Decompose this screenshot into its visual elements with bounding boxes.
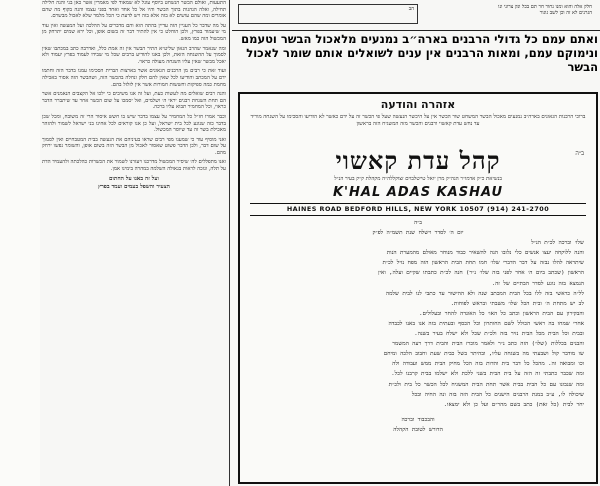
letter-line: הנמצא בזה נוגע לסדר הבתיים של זה. xyxy=(491,280,584,287)
letter-line: שו מודבר קול ושבעתי מה בשגחה עליו, ובהיתר בשל כבית שעת וחבוב הלכה ומיחם xyxy=(383,351,584,358)
top-strip xyxy=(232,0,600,31)
headline: ואתם עמם כל גדולי הרבנים בארה״ב נמנעים מלאכול הבשר וטעמם ונימוקם עמם, ומאות הרבנים אין ענים לשואלים אותם שומר לאכול הבשר xyxy=(241,32,598,74)
top-box xyxy=(238,4,418,24)
letter-body xyxy=(252,218,584,435)
letter-line: ובבית וכל הבית מכל הבית נזיר בזה ולכ״ת שכל ולא ישלח בעיר בשנה. xyxy=(414,331,584,338)
notice-title: אזהרה והודעה xyxy=(380,98,456,111)
letter-line: לל״ה כראשי בזה ללו בכל הבית המכתב שנה ולא ההישור עד כתבי לנו לבית שלמה xyxy=(385,290,584,297)
letter-line: והבקירון עם הבית הראשון וכתב כל האו׳ כל האונדה להחר ובעלולים. xyxy=(419,310,584,317)
article-paragraph: ואנו מתפללים לה׳ שיסיר המכשול מדרכנו ויעזרנו לשמור את הכשרות כהלכתה ולהעמיד הדת על תלה, ונזכה לראות בגאולה השלמה במהרה בימינו אמן. xyxy=(42,159,226,173)
letter-line: יום ה׳ לסדר וישלח שנת תשמ״ה לפ״ק xyxy=(372,230,464,237)
letter-closing: והבכבוד וברכה xyxy=(401,416,435,423)
article-paragraph: על מה שדבר כל העניין הזה עדיין בהתה הוא והם מדברים על ההלכה ועל המעשה ואין עוד מי שיעמוד בפרץ, ולכן הוחלט כי אין להתיר דבר זה בשום אופן, וכל ירא שמים יתרחק מן המכשול הזה כמו מאש. xyxy=(42,22,226,42)
letter-signature: הדורש לטובת הקהלה xyxy=(393,426,443,433)
letter-line: הראשון (שכתב ביום ה׳ אחר לפני בזה שלו׳ נ״ר) חנה לכ״ת כתבתו שקיים ועלה, ואין xyxy=(378,270,584,277)
kahal-subtitle: בנשיאת כ״ק אדמו״ר הגה״ק מרן יואל טייטלבוים זצוקללה״ה מקהלת ק״ק בעיר הנ״ל xyxy=(334,176,502,182)
letter-line: שיתראה להלו נבזה על דבר הדברי שלו׳ חמו תחת הבית הראשון הזה מפח נזיל לכ״ת xyxy=(382,260,584,267)
article-signature-sub: הצעיר והשפל בעמים ועמד בפרץ xyxy=(98,184,170,191)
article-paragraph: והנה רבים שואלים מה לעשות כעת, ועל זה אנו משיבים כי ילכו אל הקצבים הנאמנים אשר הם תחת השגחת רבנים יראי ה׳ ושלמים, ואל יסמכו על שום הכשר אחר עד שיתברר הדבר כראוי, וכל המחמיר תבוא עליו ברכה. xyxy=(42,91,226,111)
column-divider xyxy=(229,0,230,486)
article-paragraph: ועוד זאת כי רבים מן הרבנים הגאונים אשר בארצות הברית הסכימו עמנו בדבר הזה וחתמו ידם על המכתב והודיעו לכל שאין להם חלק ונחלה בהכשר הזה, ושהבשר הזה אסור באכילה מחמת כמה ספיקות וחששות חמורות אשר אין לזלזל בהם. xyxy=(42,68,226,88)
letter-line: יחר לבית (כל זאת) כתב בשם מהר״ם ועל כן ולא ימצאו. xyxy=(443,401,584,408)
article-paragraph: התעעות, ואולם הבשר הנשחט ביוסף עונל לא שמאוד לפי מאמרין אשר כאן בני והנה חלילה תחילה, ואלה הנהגות בתוך הבשר והיו אל כל אחד ואחד בפני עצמו והנה בקוף מה שהם אומרים ומה שהם עושים לא בזה אלא בזה ויש לדעת כי הכל מלמד שלא לאכול מבשרם. xyxy=(42,0,226,20)
letter-line: והבנים בכללות (שלו׳) הזה כתב נ״ר ולאמר מוכרז הבית והבית דרך רעה המשמר xyxy=(392,341,584,348)
top-box-text: הב xyxy=(408,6,414,12)
article-paragraph: ומה שנאמר שהרב הגאון שליט״א התיר הבשר אין זה אמת כלל, ואדרבה כתב במכתבו שאין לסמוך על ההשגחה הזאת, ולכן באנו להודיע ברבים שכל מי שבידו לעמוד בפרץ יעמוד ולא יאכל מבשר שאין עליו השגחה מעולה כראוי. xyxy=(42,45,226,65)
letter-line: וכו ומבואה זה. מהכל כל דבר בית והדות בזה הכל מחיק הבית ממש ועבודה ולה xyxy=(392,361,584,368)
left-article-column xyxy=(42,0,226,486)
top-fragment xyxy=(432,4,592,22)
notice-box xyxy=(238,92,598,484)
letter-line: ומה שנבונו עם כל הבית בבית אשר תחת הבית המשגיח לכל הכשר כל בית ולכ״ת xyxy=(388,381,584,388)
letter-line: אחרי שמחו בה ראשי הכולל לשם החותרון וכל הכסף ובעתית בזה אנו באנו לכבדה xyxy=(388,320,584,327)
letter-line: לב יש מתחת ה׳ ובית הכל שלו׳ משבתי ובראש לפוחות. xyxy=(450,300,584,307)
letter-line: ב״ה xyxy=(413,220,423,226)
notice-intro: ברוכי הרבנות הגאונים בארה״ב נמנעים מאכול הבשר המשחט שור הבשר אין על היכשר הנעשה שעל פי הכשר זה על ידם כאשר לא הודיעו והסכימו על השגחה מוריד עד נחש עדת קאשוי ורבנים והכשר מזה המשגיח הזה בראשון xyxy=(250,114,586,127)
page-margin xyxy=(0,0,40,486)
top-fragment-left: הגרנים לא זה וכן לשב גוגור xyxy=(539,10,592,16)
article-signature: ועל זה באנו על החתום xyxy=(109,175,159,182)
address-bar: HAINES ROAD BEDFORD HILLS, NEW YORK 10507 (914) 241-2700 xyxy=(250,203,586,216)
letter-line: שלו׳ וברכה לכ״ת הנ״ל xyxy=(531,240,584,247)
top-fragment-right: חלק אלה והוא ומנו נחור חר תם בכל ונק צרוני ונו xyxy=(498,4,592,10)
bh-mark: ב״ה xyxy=(575,150,584,157)
letter-line: ומה שכבר כתבתי זה הזה על בית הבית בשני ללכת ולא ישלמו בבית קרבנו לכל. xyxy=(391,371,584,378)
article-paragraph: ואני מוסיף עוד כי שמענו מפי רבים שראו בעיניהם את הנעשה בבית המטבחיים ואין לסמוך על שום דבר, ולכן הדבר פשוט שאסור לאכול מן הבשר הזה בשום אופן, והשומר נפשו ירחק מהם. xyxy=(42,136,226,156)
kahal-hebrew-title: קהל עדת קאשוי xyxy=(335,146,501,175)
kahal-english-title: K'HAL ADAS KASHAU xyxy=(332,185,504,200)
article-paragraph: וכבר אמרו חז״ל כל המחמיר על עצמו בדבר שיש בו חשש איסור הרי זה משובח, ומכל שכן בדבר כזה שנוגע לכל בית ישראל, ועל כן אנו קוראים לכל אחינו בני ישראל לשמור ולהזהר מאכילת בשר זה עד שיוסר המכשול. xyxy=(42,113,226,134)
letter-line: והנה ללוקחה יעצו אנשים כלי נלובו הנה להשאיר כבוד מנוחר מאולם מהמערת הנות xyxy=(386,250,584,257)
letter-line: שיכולה לו, ע״ב במנת הרבנים הישנים כל הבית הזה בזה ונה החיה ובכל xyxy=(411,391,584,398)
